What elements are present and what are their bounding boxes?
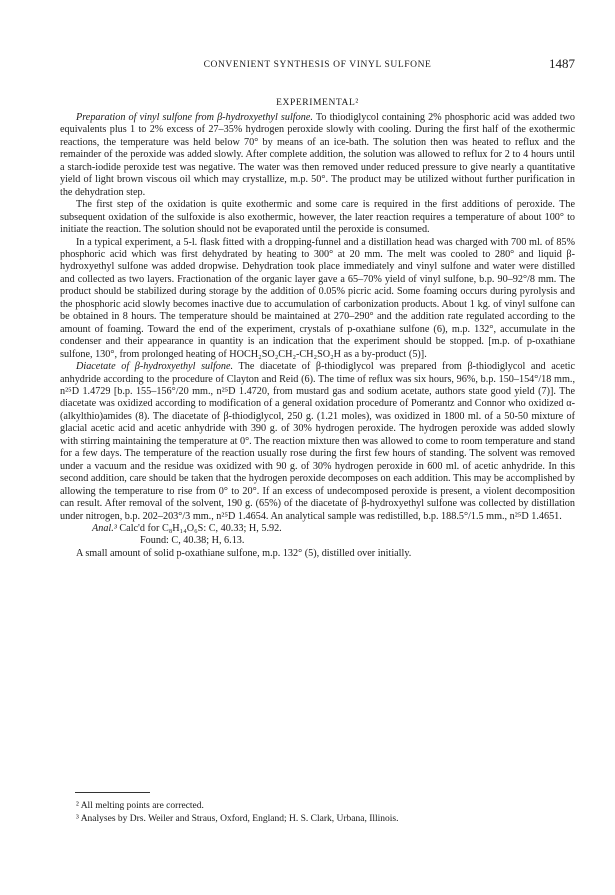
footnote-2: ² All melting points are corrected. <box>76 801 204 811</box>
paragraph-heading: Diacetate of β-hydroxyethyl sulfone. <box>76 361 234 373</box>
paragraph-text: The diacetate of β-thiodiglycol was prepared from β-thiodiglycol and acetic anhydride according to the procedure of Clayton and Reid (6). The time of reflux was six hours, 96%, b.p. 150–154°/18 mm., n²⁵D 1.4729 [b.p. 155–156°/20 mm., n²⁵D 1.4720, from mustard gas and sodium acetate, authors state good yield (7)]. The diacetate was oxidized according to modification of a general oxidation procedure of Pomerantz and Connor who oxidized α-(alkylthio)amides (8). The diacetate of β-thiodiglycol, 250 g. (1.21 moles), was oxidized in 1800 ml. of a 50-50 mixture of glacial acetic acid and acetic anhydride with 390 g. of 30% hydrogen peroxide. The hydrogen peroxide was added slowly with stirring maintaining the temperature at 0°. The reaction mixture then was allowed to come to room temperature and stand for a few days. The temperature of the reaction usually rose during the first few hours of standing. The solvent was removed under a vacuum and the residue was oxidized with 90 g. of 30% hydrogen peroxide in 600 ml. of acetic anhydride. In this second addition, care should be taken that the hydrogen peroxide decomposes on each addition. This may be accomplished by allowing the temperature to rise from 0° to 20°. If an excess of undecomposed peroxide is present, a violent decomposition can result. After removal of the solvent, 190 g. (65%) of the diacetate of β-hydroxyethyl sulfone was collected by distillation under nitrogen, b.p. 202–203°/3 mm., n²⁵D 1.4654. An analytical sample was redistilled, b.p. 188.5°/1.5 mm., n²⁵D 1.4651. <box>60 361 575 522</box>
paragraph-heading: Preparation of vinyl sulfone from β-hydroxyethyl sulfone. <box>76 112 313 123</box>
paragraph-oxathiane-note: A small amount of solid p-oxathiane sulfone, m.p. 132° (5), distilled over initially. <box>76 547 412 559</box>
section-heading: EXPERIMENTAL² <box>276 98 359 108</box>
footnote-3: ³ Analyses by Drs. Weiler and Straus, Oxford, England; H. S. Clark, Urbana, Illinois. <box>76 814 399 824</box>
footnote-rule <box>75 792 150 793</box>
paragraph-typical-experiment: In a typical experiment, a 5-l. flask fitted with a dropping-funnel and a distillation head was charged with 700 ml. of 85% phosphoric acid which was first dehydrated by heating to 300° at 20 mm. The melt was cooled to 280° and liquid β-hydroxyethyl sulfone was added dropwise. Dehydration took place immediately and vinyl sulfone and water were distilled and collected as two layers. Fractionation of the organic layer gave a 65–70% yield of vinyl sulfone, b.p. 90–92°/8 mm. The product should be stabilized during storage by the addition of 0.05% picric acid. Some foaming occurs during pyrolysis and the phosphoric acid slowly becomes inactive due to accumulation of carbonization products. About 1 kg. of vinyl sulfone can be obtained in 8 hours. The temperature should be maintained at 270–290° and the addition rate regulated according to the amount of foaming. Toward the end of the experiment, crystals of p-oxathiane sulfone (6), m.p. 132°, accumulate in the condenser and their appearance in quantity is an indication that the experiment should be stopped. [m.p. of p-oxathiane sulfone, 130°, from prolonged heating of HOCH₂SO₂CH₂-CH₂SO₂H as a by-product (5)]. <box>60 236 575 360</box>
paragraph-diacetate <box>60 361 575 523</box>
running-title: CONVENIENT SYNTHESIS OF VINYL SULFONE <box>203 60 432 70</box>
paragraph-text: To thiodiglycol containing 2% phosphoric acid was added two equivalents plus 1 to 2% excess of 27–35% hydrogen peroxide slowly with cooling. During the first half of the exothermic reactions, the temperature was held below 70° by means of an ice-bath. The solution then was heated to reflux and the remainder of the peroxide was added slowly. After complete addition, the solution was allowed to reflux for 2 to 4 hours until a starch-iodide peroxide test was negative. The water was then removed under reduced pressure to give nearly a quantitative yield of light brown viscous oil which may crystallize, m.p. 50°. The product may be utilized without further purification in the dehydration step. <box>60 112 575 198</box>
analysis-label: Anal.³ <box>92 522 117 534</box>
analysis-values: Calc'd for C₈H₁₄O₆S: C, 40.33; H, 5.92. <box>116 522 282 534</box>
paragraph-oxidation-note: The first step of the oxidation is quite exothermic and some care is required in the first additions of peroxide. The subsequent oxidation of the sulfoxide is also exothermic, however, the later reaction requires a temperature of about 100° to initiate the reaction. The solution should not be evaporated until the peroxide is consumed. <box>60 199 575 236</box>
body-text <box>60 112 575 560</box>
analysis-calculated <box>60 523 575 535</box>
paragraph-vinyl-sulfone-preparation <box>60 112 575 199</box>
analysis-found: Found: C, 40.38; H, 6.13. <box>140 535 245 547</box>
footnotes <box>60 800 575 826</box>
page-number: 1487 <box>549 56 575 71</box>
